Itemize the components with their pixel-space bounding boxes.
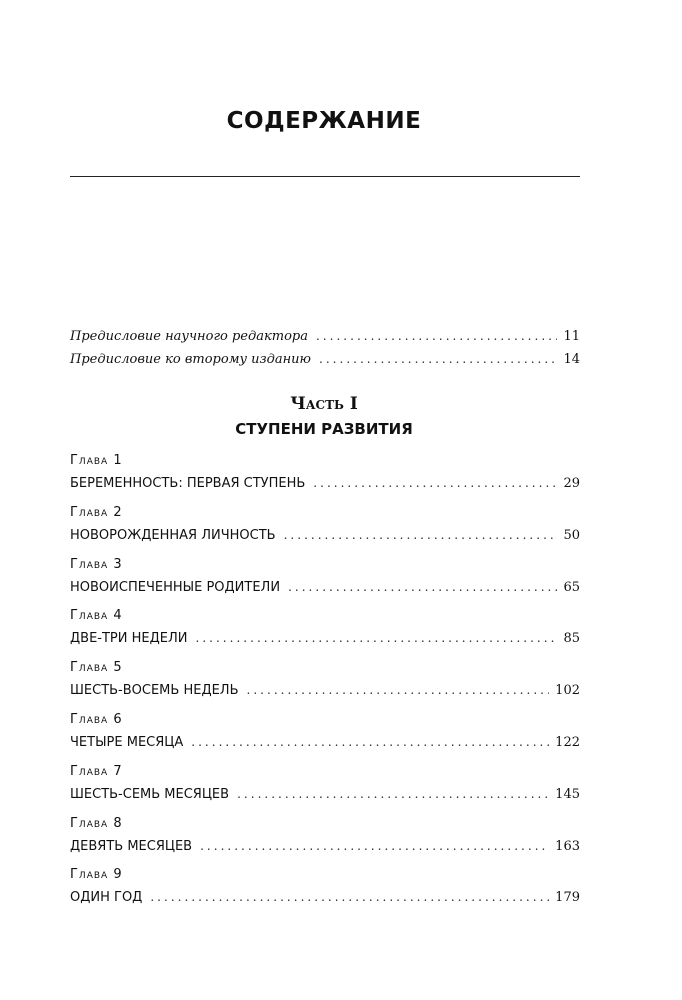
- chapter-title: НОВОРОЖДЕННАЯ ЛИЧНОСТЬ: [70, 527, 276, 543]
- dot-leader: [288, 577, 557, 597]
- part-subtitle: СТУПЕНИ РАЗВИТИЯ: [235, 420, 413, 438]
- toc-page-number: 163: [555, 838, 580, 854]
- chapter-number: Глава 4: [70, 608, 123, 624]
- toc-page-number: 14: [563, 352, 580, 367]
- chapter-entry[interactable]: [70, 659, 580, 711]
- chapter-number: Глава 9: [70, 867, 123, 883]
- dot-leader: [237, 784, 549, 804]
- front-matter-list: [70, 329, 580, 375]
- toc-page-number: 50: [563, 527, 580, 543]
- chapter-number: Глава 7: [70, 763, 123, 779]
- chapter-entry[interactable]: [70, 504, 580, 556]
- chapter-title: ШЕСТЬ-СЕМЬ МЕСЯЦЕВ: [70, 786, 230, 802]
- toc-page-number: 11: [563, 329, 580, 344]
- toc-entry[interactable]: [70, 352, 580, 375]
- chapter-number: Глава 8: [70, 815, 123, 831]
- page-title: СОДЕРЖАНИЕ: [226, 108, 422, 134]
- chapter-entry[interactable]: [70, 815, 580, 867]
- chapter-entry[interactable]: [70, 452, 580, 504]
- chapter-title: ШЕСТЬ-ВОСЕМЬ НЕДЕЛЬ: [70, 683, 239, 699]
- chapter-number: Глава 1: [70, 453, 123, 468]
- chapter-title: ДВЕ-ТРИ НЕДЕЛИ: [70, 631, 188, 647]
- chapter-number: Глава 2: [70, 504, 123, 520]
- toc-page-number: 85: [563, 631, 580, 647]
- title-divider: [70, 176, 580, 177]
- dot-leader: [195, 628, 557, 648]
- toc-page-number: 122: [555, 734, 580, 750]
- toc-entry-label: Предисловие ко второму изданию: [70, 352, 311, 367]
- toc-entry[interactable]: [70, 329, 580, 352]
- dot-leader: [319, 352, 557, 366]
- dot-leader: [247, 680, 550, 700]
- chapter-entry[interactable]: [70, 763, 580, 815]
- toc-page-number: 29: [563, 476, 580, 491]
- chapter-title: НОВОИСПЕЧЕННЫЕ РОДИТЕЛИ: [70, 579, 281, 595]
- dot-leader: [284, 525, 558, 545]
- dot-leader: [200, 836, 549, 856]
- dot-leader: [150, 887, 549, 907]
- chapter-list: [70, 452, 580, 918]
- toc-page-number: 102: [555, 683, 580, 699]
- chapter-entry[interactable]: [70, 866, 580, 918]
- dot-leader: [313, 473, 557, 493]
- chapter-number: Глава 5: [70, 660, 123, 676]
- chapter-entry[interactable]: [70, 556, 580, 608]
- chapter-title: ДЕВЯТЬ МЕСЯЦЕВ: [70, 838, 193, 854]
- chapter-entry[interactable]: [70, 711, 580, 763]
- chapter-number: Глава 6: [70, 711, 123, 727]
- dot-leader: [316, 329, 557, 343]
- chapter-number: Глава 3: [70, 556, 123, 572]
- toc-page-number: 179: [555, 890, 580, 906]
- toc-page-number: 65: [563, 579, 580, 595]
- toc-entry-label: Предисловие научного редактора: [70, 329, 308, 344]
- dot-leader: [191, 732, 549, 752]
- chapter-title: ОДИН ГОД: [70, 890, 143, 906]
- chapter-title: БЕРЕМЕННОСТЬ: ПЕРВАЯ СТУПЕНЬ: [70, 476, 306, 491]
- chapter-entry[interactable]: [70, 607, 580, 659]
- chapter-title: ЧЕТЫРЕ МЕСЯЦА: [70, 734, 184, 750]
- part-heading: Часть I: [290, 394, 358, 414]
- toc-page-number: 145: [555, 786, 580, 802]
